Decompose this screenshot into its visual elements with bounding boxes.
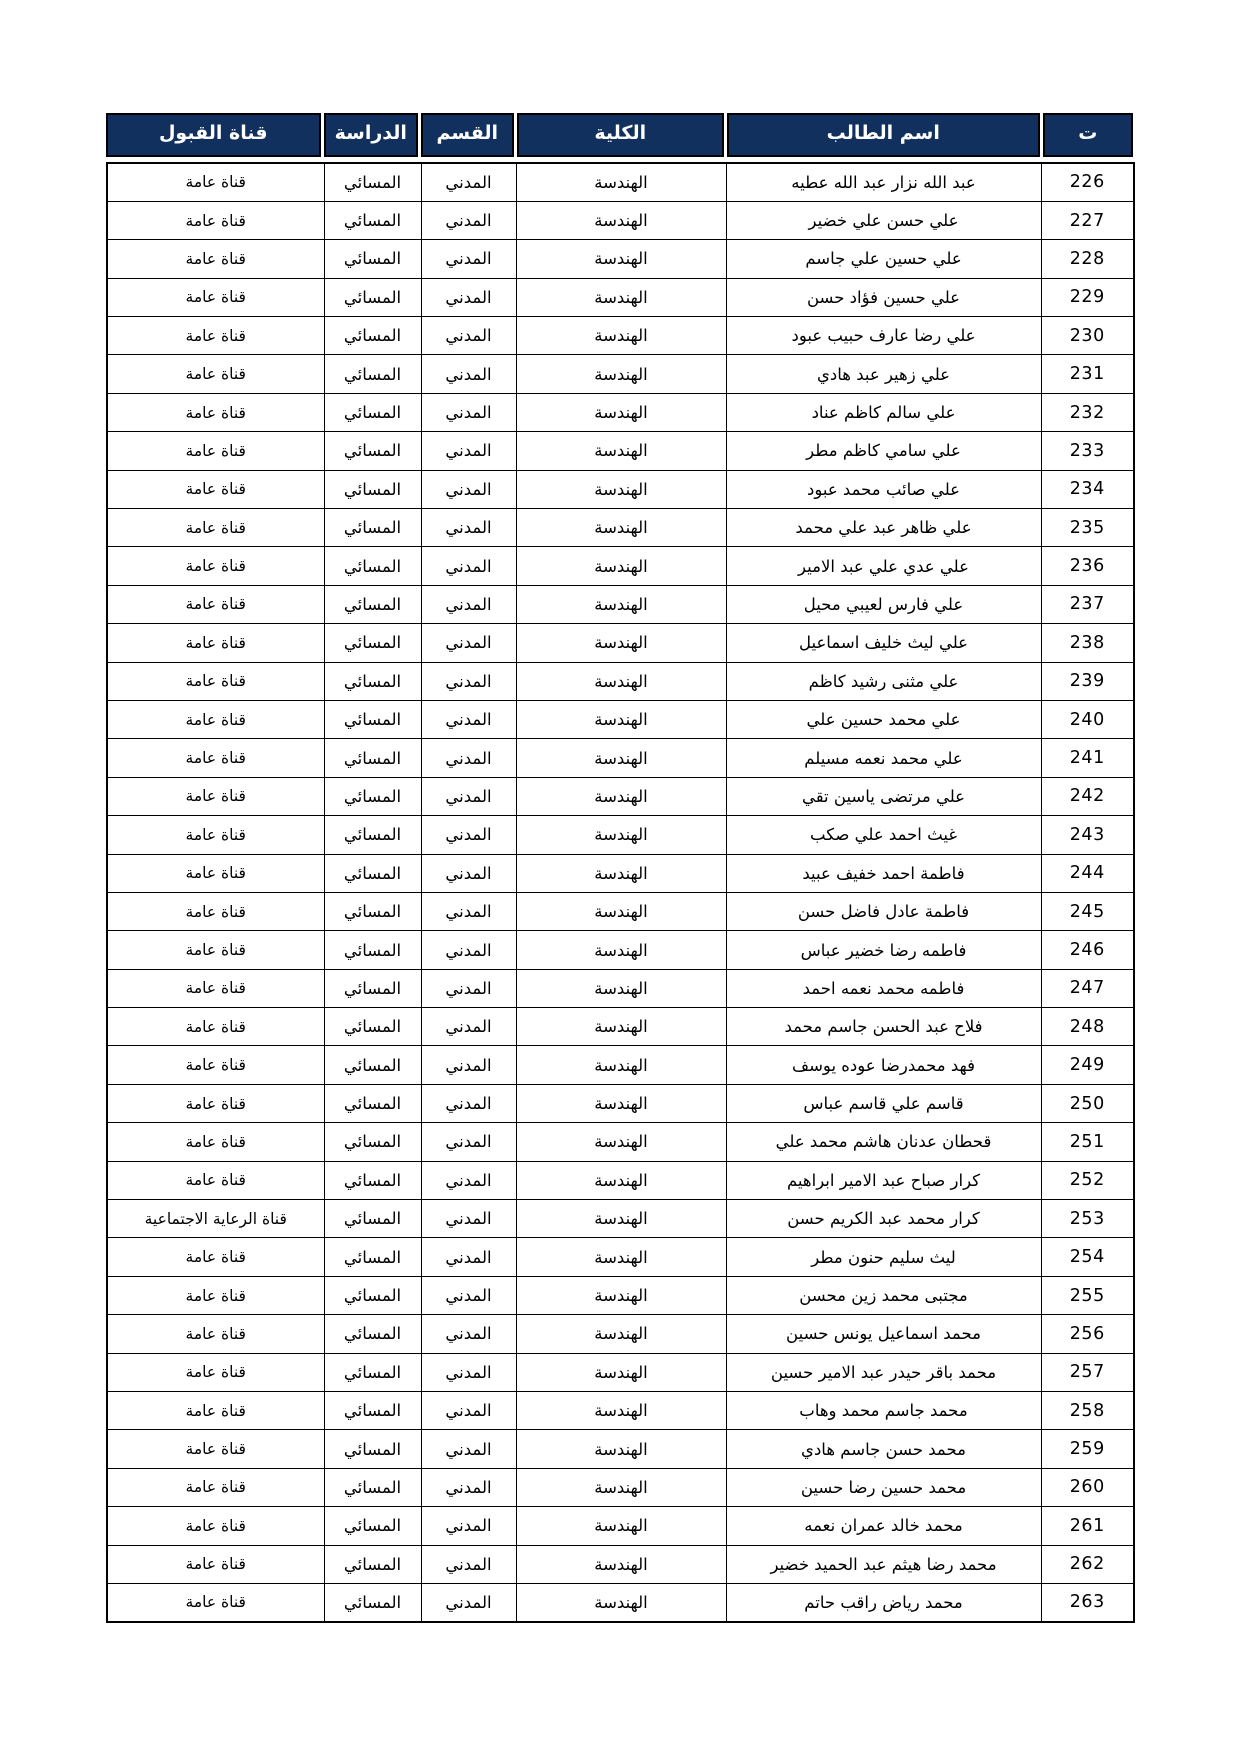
table-row [107, 1468, 1134, 1506]
cell-name: فاطمه محمد نعمه احمد [726, 969, 1041, 1007]
cell-name: عبد الله نزار عبد الله عطيه [726, 163, 1041, 201]
cell-no: 247 [1041, 969, 1134, 1007]
cell-channel: قناة عامة [107, 739, 324, 777]
cell-name: علي حسن علي خضير [726, 201, 1041, 239]
cell-name: علي فارس لعيبي محيل [726, 585, 1041, 623]
cell-college: الهندسة [516, 509, 726, 547]
cell-study: المسائي [324, 1008, 421, 1046]
cell-no: 228 [1041, 240, 1134, 278]
cell-name: علي سامي كاظم مطر [726, 432, 1041, 470]
table-row [107, 1161, 1134, 1199]
cell-name: ليث سليم حنون مطر [726, 1238, 1041, 1276]
cell-dept: المدني [421, 1315, 516, 1353]
cell-no: 237 [1041, 585, 1134, 623]
cell-study: المسائي [324, 816, 421, 854]
table-row [107, 317, 1134, 355]
table-row [107, 278, 1134, 316]
cell-study: المسائي [324, 393, 421, 431]
cell-college: الهندسة [516, 432, 726, 470]
cell-dept: المدني [421, 1468, 516, 1506]
table-row [107, 700, 1134, 738]
cell-name: محمد اسماعيل يونس حسين [726, 1315, 1041, 1353]
table-row [107, 547, 1134, 585]
cell-study: المسائي [324, 317, 421, 355]
cell-college: الهندسة [516, 1353, 726, 1391]
table-row [107, 969, 1134, 1007]
cell-college: الهندسة [516, 1276, 726, 1314]
cell-no: 245 [1041, 892, 1134, 930]
cell-study: المسائي [324, 1046, 421, 1084]
cell-college: الهندسة [516, 317, 726, 355]
cell-channel: قناة عامة [107, 624, 324, 662]
cell-name: كرار صباح عبد الامير ابراهيم [726, 1161, 1041, 1199]
cell-name: علي محمد حسين علي [726, 700, 1041, 738]
cell-college: الهندسة [516, 470, 726, 508]
cell-no: 241 [1041, 739, 1134, 777]
cell-dept: المدني [421, 432, 516, 470]
cell-name: غيث احمد علي صكب [726, 816, 1041, 854]
table-row [107, 355, 1134, 393]
cell-dept: المدني [421, 1545, 516, 1583]
cell-channel: قناة عامة [107, 1123, 324, 1161]
cell-dept: المدني [421, 278, 516, 316]
cell-channel: قناة عامة [107, 1353, 324, 1391]
table-row [107, 1008, 1134, 1046]
cell-dept: المدني [421, 816, 516, 854]
table-row [107, 201, 1134, 239]
cell-college: الهندسة [516, 393, 726, 431]
cell-channel: قناة عامة [107, 931, 324, 969]
cell-name: فلاح عبد الحسن جاسم محمد [726, 1008, 1041, 1046]
cell-study: المسائي [324, 1392, 421, 1430]
cell-college: الهندسة [516, 1315, 726, 1353]
table-row [107, 816, 1134, 854]
cell-no: 262 [1041, 1545, 1134, 1583]
cell-study: المسائي [324, 1545, 421, 1583]
cell-college: الهندسة [516, 278, 726, 316]
cell-no: 261 [1041, 1507, 1134, 1545]
cell-college: الهندسة [516, 624, 726, 662]
table-row [107, 854, 1134, 892]
cell-college: الهندسة [516, 1430, 726, 1468]
cell-name: علي ليث خليف اسماعيل [726, 624, 1041, 662]
cell-channel: قناة عامة [107, 393, 324, 431]
cell-no: 255 [1041, 1276, 1134, 1314]
cell-study: المسائي [324, 1353, 421, 1391]
cell-dept: المدني [421, 624, 516, 662]
cell-no: 249 [1041, 1046, 1134, 1084]
cell-channel: قناة عامة [107, 163, 324, 201]
table-row [107, 1046, 1134, 1084]
cell-college: الهندسة [516, 777, 726, 815]
cell-dept: المدني [421, 854, 516, 892]
cell-channel: قناة عامة [107, 969, 324, 1007]
cell-no: 231 [1041, 355, 1134, 393]
col-header-student-name: اسم الطالب [727, 113, 1040, 157]
cell-name: مجتبى محمد زين محسن [726, 1276, 1041, 1314]
cell-channel: قناة عامة [107, 1583, 324, 1621]
cell-college: الهندسة [516, 1545, 726, 1583]
table-row [107, 1084, 1134, 1122]
table-row [107, 470, 1134, 508]
cell-channel: قناة عامة [107, 240, 324, 278]
cell-dept: المدني [421, 1238, 516, 1276]
cell-channel: قناة عامة [107, 317, 324, 355]
cell-channel: قناة عامة [107, 1084, 324, 1122]
cell-study: المسائي [324, 509, 421, 547]
cell-name: علي صائب محمد عبود [726, 470, 1041, 508]
cell-college: الهندسة [516, 201, 726, 239]
cell-name: فاطمه رضا خضير عباس [726, 931, 1041, 969]
cell-channel: قناة عامة [107, 547, 324, 585]
cell-dept: المدني [421, 509, 516, 547]
cell-name: قحطان عدنان هاشم محمد علي [726, 1123, 1041, 1161]
cell-no: 251 [1041, 1123, 1134, 1161]
cell-name: علي حسين فؤاد حسن [726, 278, 1041, 316]
cell-study: المسائي [324, 854, 421, 892]
table-header-row [106, 113, 1133, 157]
cell-dept: المدني [421, 585, 516, 623]
cell-study: المسائي [324, 892, 421, 930]
cell-college: الهندسة [516, 854, 726, 892]
cell-no: 256 [1041, 1315, 1134, 1353]
cell-dept: المدني [421, 1353, 516, 1391]
cell-name: علي محمد نعمه مسيلم [726, 739, 1041, 777]
cell-no: 246 [1041, 931, 1134, 969]
table-row [107, 1276, 1134, 1314]
cell-channel: قناة عامة [107, 1008, 324, 1046]
cell-dept: المدني [421, 931, 516, 969]
table-row [107, 739, 1134, 777]
table-row [107, 1238, 1134, 1276]
cell-dept: المدني [421, 470, 516, 508]
cell-dept: المدني [421, 969, 516, 1007]
cell-no: 235 [1041, 509, 1134, 547]
cell-channel: قناة عامة [107, 278, 324, 316]
cell-college: الهندسة [516, 662, 726, 700]
col-header-college: الكلية [517, 113, 725, 157]
cell-no: 229 [1041, 278, 1134, 316]
cell-no: 254 [1041, 1238, 1134, 1276]
cell-channel: قناة عامة [107, 854, 324, 892]
cell-college: الهندسة [516, 1507, 726, 1545]
cell-study: المسائي [324, 777, 421, 815]
cell-dept: المدني [421, 892, 516, 930]
cell-channel: قناة عامة [107, 1276, 324, 1314]
cell-study: المسائي [324, 739, 421, 777]
col-header-admission-channel: قناة القبول [106, 113, 321, 157]
cell-college: الهندسة [516, 969, 726, 1007]
cell-dept: المدني [421, 739, 516, 777]
cell-study: المسائي [324, 432, 421, 470]
cell-channel: قناة عامة [107, 1046, 324, 1084]
cell-name: محمد حسن جاسم هادي [726, 1430, 1041, 1468]
table-row [107, 1507, 1134, 1545]
cell-name: محمد رياض راقب حاتم [726, 1583, 1041, 1621]
cell-dept: المدني [421, 1276, 516, 1314]
cell-college: الهندسة [516, 1468, 726, 1506]
cell-dept: المدني [421, 662, 516, 700]
cell-no: 258 [1041, 1392, 1134, 1430]
cell-college: الهندسة [516, 816, 726, 854]
cell-college: الهندسة [516, 547, 726, 585]
cell-study: المسائي [324, 1276, 421, 1314]
cell-dept: المدني [421, 1507, 516, 1545]
cell-name: علي مرتضى ياسين تقي [726, 777, 1041, 815]
cell-no: 250 [1041, 1084, 1134, 1122]
cell-no: 240 [1041, 700, 1134, 738]
cell-study: المسائي [324, 355, 421, 393]
cell-name: علي حسين علي جاسم [726, 240, 1041, 278]
table-row [107, 931, 1134, 969]
cell-college: الهندسة [516, 240, 726, 278]
table-row [107, 432, 1134, 470]
cell-name: محمد جاسم محمد وهاب [726, 1392, 1041, 1430]
cell-study: المسائي [324, 624, 421, 662]
cell-dept: المدني [421, 393, 516, 431]
cell-dept: المدني [421, 1583, 516, 1621]
cell-no: 233 [1041, 432, 1134, 470]
cell-study: المسائي [324, 700, 421, 738]
cell-no: 234 [1041, 470, 1134, 508]
table-row [107, 892, 1134, 930]
cell-study: المسائي [324, 278, 421, 316]
table-row [107, 585, 1134, 623]
cell-study: المسائي [324, 1200, 421, 1238]
cell-dept: المدني [421, 777, 516, 815]
table-row [107, 1392, 1134, 1430]
cell-no: 227 [1041, 201, 1134, 239]
cell-study: المسائي [324, 547, 421, 585]
cell-channel: قناة عامة [107, 470, 324, 508]
cell-dept: المدني [421, 355, 516, 393]
cell-study: المسائي [324, 662, 421, 700]
cell-college: الهندسة [516, 1084, 726, 1122]
cell-college: الهندسة [516, 931, 726, 969]
cell-name: علي عدي علي عبد الامير [726, 547, 1041, 585]
cell-no: 243 [1041, 816, 1134, 854]
cell-study: المسائي [324, 1161, 421, 1199]
cell-no: 248 [1041, 1008, 1134, 1046]
table-row [107, 662, 1134, 700]
cell-dept: المدني [421, 201, 516, 239]
cell-channel: قناة عامة [107, 700, 324, 738]
cell-study: المسائي [324, 163, 421, 201]
cell-no: 244 [1041, 854, 1134, 892]
cell-channel: قناة عامة [107, 777, 324, 815]
cell-channel: قناة عامة [107, 1545, 324, 1583]
cell-dept: المدني [421, 1430, 516, 1468]
cell-dept: المدني [421, 1392, 516, 1430]
cell-study: المسائي [324, 240, 421, 278]
table-row [107, 163, 1134, 201]
cell-study: المسائي [324, 1315, 421, 1353]
cell-study: المسائي [324, 1084, 421, 1122]
cell-study: المسائي [324, 1430, 421, 1468]
cell-college: الهندسة [516, 1200, 726, 1238]
cell-study: المسائي [324, 1238, 421, 1276]
cell-name: علي زهير عبد هادي [726, 355, 1041, 393]
cell-dept: المدني [421, 1046, 516, 1084]
cell-name: محمد خالد عمران نعمه [726, 1507, 1041, 1545]
cell-name: فهد محمدرضا عوده يوسف [726, 1046, 1041, 1084]
table-row [107, 1353, 1134, 1391]
cell-college: الهندسة [516, 355, 726, 393]
cell-name: علي مثنى رشيد كاظم [726, 662, 1041, 700]
cell-name: علي ظاهر عبد علي محمد [726, 509, 1041, 547]
cell-college: الهندسة [516, 1123, 726, 1161]
col-header-study: الدراسة [324, 113, 419, 157]
table-row [107, 1430, 1134, 1468]
cell-college: الهندسة [516, 1008, 726, 1046]
cell-no: 252 [1041, 1161, 1134, 1199]
table-row [107, 624, 1134, 662]
cell-channel: قناة عامة [107, 1392, 324, 1430]
cell-no: 263 [1041, 1583, 1134, 1621]
cell-college: الهندسة [516, 700, 726, 738]
cell-no: 238 [1041, 624, 1134, 662]
cell-dept: المدني [421, 700, 516, 738]
cell-no: 232 [1041, 393, 1134, 431]
cell-study: المسائي [324, 470, 421, 508]
cell-channel: قناة عامة [107, 1238, 324, 1276]
col-header-number: ت [1043, 113, 1134, 157]
cell-name: فاطمة احمد خفيف عبيد [726, 854, 1041, 892]
cell-channel: قناة عامة [107, 1161, 324, 1199]
cell-study: المسائي [324, 1507, 421, 1545]
cell-study: المسائي [324, 585, 421, 623]
cell-no: 236 [1041, 547, 1134, 585]
cell-college: الهندسة [516, 585, 726, 623]
col-header-department: القسم [421, 113, 514, 157]
cell-name: محمد حسين رضا حسين [726, 1468, 1041, 1506]
cell-name: محمد باقر حيدر عبد الامير حسين [726, 1353, 1041, 1391]
cell-channel: قناة عامة [107, 892, 324, 930]
cell-study: المسائي [324, 931, 421, 969]
table-row [107, 1545, 1134, 1583]
cell-college: الهندسة [516, 1392, 726, 1430]
cell-name: قاسم علي قاسم عباس [726, 1084, 1041, 1122]
table-row [107, 1123, 1134, 1161]
cell-name: علي سالم كاظم عناد [726, 393, 1041, 431]
cell-channel: قناة عامة [107, 662, 324, 700]
cell-dept: المدني [421, 1084, 516, 1122]
table-row [107, 1200, 1134, 1238]
cell-channel: قناة عامة [107, 585, 324, 623]
cell-study: المسائي [324, 1583, 421, 1621]
cell-channel: قناة عامة [107, 1315, 324, 1353]
cell-college: الهندسة [516, 163, 726, 201]
cell-no: 242 [1041, 777, 1134, 815]
cell-study: المسائي [324, 1123, 421, 1161]
cell-study: المسائي [324, 1468, 421, 1506]
cell-dept: المدني [421, 1200, 516, 1238]
cell-college: الهندسة [516, 739, 726, 777]
cell-dept: المدني [421, 547, 516, 585]
students-table-body [107, 163, 1134, 1622]
cell-no: 259 [1041, 1430, 1134, 1468]
cell-name: علي رضا عارف حبيب عبود [726, 317, 1041, 355]
table-row [107, 1315, 1134, 1353]
cell-dept: المدني [421, 1123, 516, 1161]
cell-no: 257 [1041, 1353, 1134, 1391]
cell-dept: المدني [421, 1008, 516, 1046]
cell-no: 260 [1041, 1468, 1134, 1506]
cell-name: كرار محمد عبد الكريم حسن [726, 1200, 1041, 1238]
cell-no: 230 [1041, 317, 1134, 355]
cell-study: المسائي [324, 201, 421, 239]
cell-college: الهندسة [516, 1583, 726, 1621]
table-row [107, 509, 1134, 547]
cell-no: 239 [1041, 662, 1134, 700]
cell-channel: قناة الرعاية الاجتماعية [107, 1200, 324, 1238]
cell-dept: المدني [421, 240, 516, 278]
cell-channel: قناة عامة [107, 509, 324, 547]
cell-no: 226 [1041, 163, 1134, 201]
cell-college: الهندسة [516, 1046, 726, 1084]
cell-college: الهندسة [516, 1161, 726, 1199]
cell-no: 253 [1041, 1200, 1134, 1238]
cell-dept: المدني [421, 317, 516, 355]
table-row [107, 240, 1134, 278]
students-table [106, 162, 1135, 1623]
cell-channel: قناة عامة [107, 201, 324, 239]
table-row [107, 1583, 1134, 1621]
cell-college: الهندسة [516, 892, 726, 930]
cell-channel: قناة عامة [107, 1468, 324, 1506]
cell-college: الهندسة [516, 1238, 726, 1276]
cell-study: المسائي [324, 969, 421, 1007]
table-row [107, 777, 1134, 815]
cell-dept: المدني [421, 1161, 516, 1199]
cell-channel: قناة عامة [107, 1507, 324, 1545]
cell-channel: قناة عامة [107, 432, 324, 470]
cell-name: محمد رضا هيثم عبد الحميد خضير [726, 1545, 1041, 1583]
table-row [107, 393, 1134, 431]
cell-name: فاطمة عادل فاضل حسن [726, 892, 1041, 930]
cell-channel: قناة عامة [107, 816, 324, 854]
cell-channel: قناة عامة [107, 355, 324, 393]
cell-channel: قناة عامة [107, 1430, 324, 1468]
cell-dept: المدني [421, 163, 516, 201]
